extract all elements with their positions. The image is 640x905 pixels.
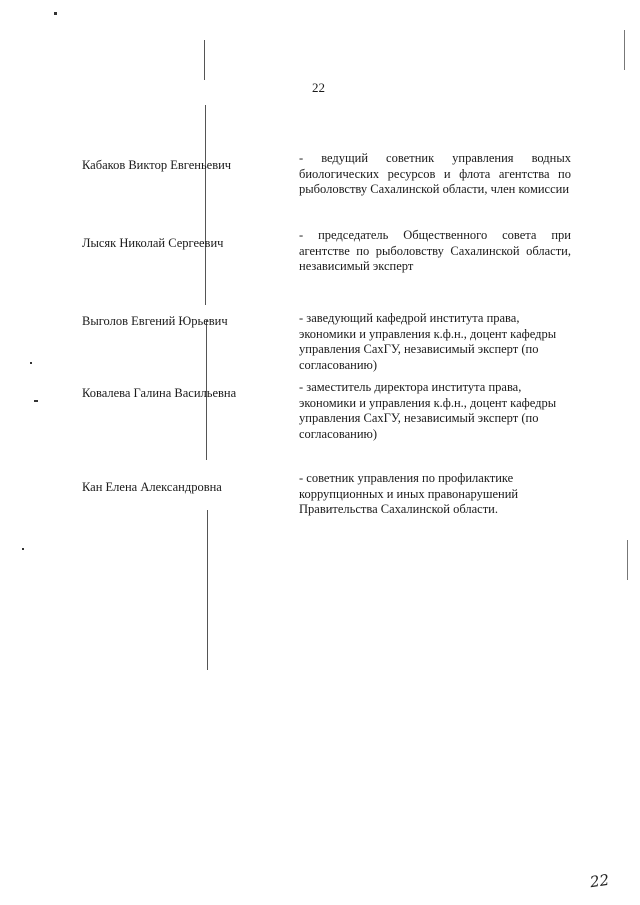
member-name: Кан Елена Александровна bbox=[82, 480, 222, 494]
member-role: - ведущий советник управления водных биологических ресурсов и флота агентства по рыболовству Сахалинской области, член комиссии bbox=[299, 151, 571, 196]
scan-speck bbox=[54, 12, 57, 15]
member-role: - заведующий кафедрой института права, экономики и управления к.ф.н., доцент кафедры управления СахГУ, независимый эксперт (по согласованию) bbox=[299, 311, 557, 372]
member-role: - советник управления по профилактике коррупционных и иных правонарушений Правительства Сахалинской области. bbox=[299, 471, 519, 516]
member-name: Выголов Евгений Юрьевич bbox=[82, 314, 228, 328]
scan-fold-line bbox=[204, 40, 205, 80]
member-name: Кабаков Виктор Евгеньевич bbox=[82, 158, 232, 172]
page-number: 22 bbox=[312, 80, 325, 95]
scan-edge-line bbox=[624, 30, 625, 70]
scan-speck bbox=[34, 400, 38, 402]
member-role: - председатель Общественного совета при агентстве по рыболовству Сахалинской области, независимый эксперт bbox=[299, 228, 571, 273]
handwritten-page-number: 22 bbox=[588, 870, 611, 892]
scan-speck bbox=[30, 362, 32, 364]
scan-fold-line bbox=[207, 510, 208, 670]
member-role: - заместитель директора института права, экономики и управления к.ф.н., доцент кафедры управления СахГУ, независимый эксперт (по согласованию) bbox=[299, 380, 557, 441]
scan-speck bbox=[22, 548, 24, 550]
member-name: Ковалева Галина Васильевна bbox=[82, 386, 237, 400]
member-name: Лысяк Николай Сергеевич bbox=[82, 236, 224, 250]
scan-fold-line bbox=[205, 105, 206, 305]
scan-edge-line bbox=[627, 540, 628, 580]
